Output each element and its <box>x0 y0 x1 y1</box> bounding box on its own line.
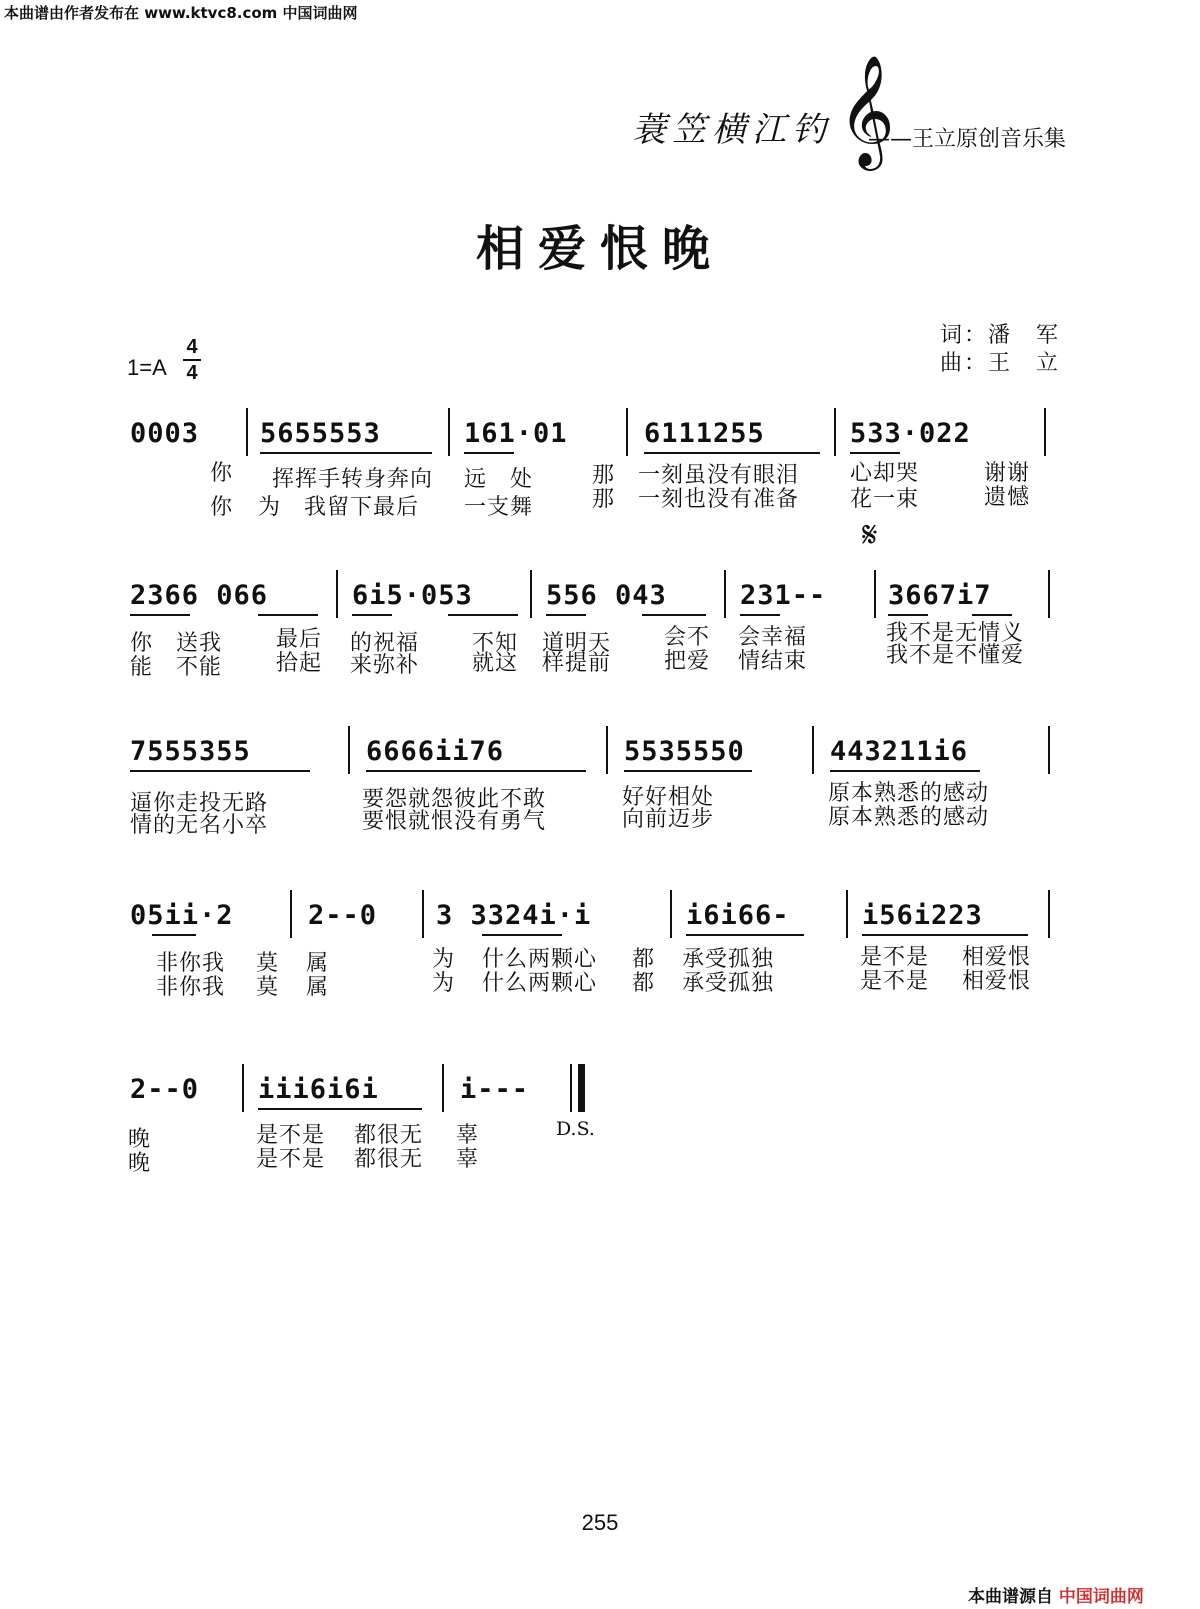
measure: i56i223 <box>862 900 983 931</box>
measure: 0003 <box>130 418 200 449</box>
lyric: 你 <box>210 461 234 486</box>
key-signature: 1=A <box>127 355 167 380</box>
lyric: 都 <box>632 971 656 996</box>
lyric: 什么两颗心 <box>482 971 598 996</box>
measure: 2366 066 <box>130 580 269 611</box>
barline <box>448 408 450 456</box>
lyric: 晚 <box>128 1151 152 1176</box>
lyric: 都 <box>632 947 656 972</box>
lyric: 会不 <box>664 625 711 650</box>
beam-underline <box>624 770 752 772</box>
measure: iii6i6i <box>258 1074 379 1105</box>
lyric: 是不是 <box>860 969 930 994</box>
lyric: 属 <box>306 951 330 976</box>
barline <box>812 726 814 774</box>
lyric: 承受孤独 <box>682 971 775 996</box>
measure: 231-- <box>740 580 827 611</box>
lyric: 非你我 <box>156 975 226 1000</box>
measure: 6666ii76 <box>366 736 505 767</box>
lyric: 是不是 <box>860 945 930 970</box>
lyric: 好好相处 <box>622 785 715 810</box>
lyric: 原本熟悉的感动 <box>828 781 990 806</box>
lyric: 是不是 <box>256 1147 326 1172</box>
beam-underline <box>686 934 804 936</box>
lyric: 都很无 <box>354 1123 424 1148</box>
lyric: 情的无名小卒 <box>130 813 269 838</box>
time-signature-top: 4 <box>186 336 198 358</box>
lyric: 远 处 <box>464 467 534 492</box>
song-title: 相爱恨晚 <box>475 221 724 277</box>
lyric: 最后 <box>276 627 323 652</box>
lyric: 一支舞 <box>464 495 534 520</box>
lyric: 那 一刻虽没有眼泪 <box>592 463 800 488</box>
lyric: 来弥补 <box>350 653 420 678</box>
beam-underline <box>642 614 706 616</box>
lyric: 莫 <box>256 951 280 976</box>
lyric: 就这 <box>472 651 519 676</box>
lyric: 莫 <box>256 975 280 1000</box>
measure: 6111255 <box>644 418 765 449</box>
lyric: 拾起 <box>276 651 323 676</box>
barline <box>246 408 248 456</box>
lyric: 你 送我 <box>130 631 223 656</box>
measure: 533·022 <box>850 418 971 449</box>
source-footer <box>968 1582 1144 1607</box>
measure: 05ii·2 <box>130 900 234 931</box>
barline <box>670 890 672 938</box>
lyric: 我不是无情义 <box>886 621 1025 646</box>
lyric: 要恨就恨没有勇气 <box>362 809 547 834</box>
measure: 6i5·053 <box>352 580 473 611</box>
barline <box>606 726 608 774</box>
beam-underline <box>352 614 392 616</box>
barline <box>1044 408 1046 456</box>
beam-underline <box>644 452 820 454</box>
lyric: 要怨就怨彼此不敢 <box>362 787 547 812</box>
lyric: 能 不能 <box>130 655 223 680</box>
lyric: 样提前 <box>542 651 612 676</box>
lyric: 为 我留下最后 <box>258 495 420 520</box>
beam-underline <box>448 614 518 616</box>
lyric: 相爱恨 <box>962 969 1032 994</box>
composer-credit: 曲：王 立 <box>940 351 1061 376</box>
lyric: 情结束 <box>738 649 808 674</box>
collection-title: 蓑笠横江钓 <box>632 110 832 150</box>
barline <box>834 408 836 456</box>
lyric: 道明天 <box>542 631 612 656</box>
final-barline-thin <box>570 1064 572 1112</box>
measure: i--- <box>460 1074 530 1105</box>
lyric: 把爱 <box>664 649 711 674</box>
final-barline-thick <box>578 1064 585 1112</box>
time-signature <box>183 336 201 384</box>
lyric: 谢谢 <box>984 461 1031 486</box>
lyric: 承受孤独 <box>682 947 775 972</box>
barline <box>724 570 726 618</box>
beam-underline <box>546 614 586 616</box>
beam-underline <box>152 934 196 936</box>
measure: 2--0 <box>130 1074 200 1105</box>
lyric: 都很无 <box>354 1147 424 1172</box>
lyricist-credit: 词：潘 军 <box>940 323 1061 348</box>
lyric: 辜 <box>456 1147 480 1172</box>
beam-underline <box>130 614 190 616</box>
barline <box>290 890 292 938</box>
lyric: 为 <box>432 971 456 996</box>
beam-underline <box>464 452 514 454</box>
measure: 5535550 <box>624 736 745 767</box>
lyric: 花一束 <box>850 487 920 512</box>
barline <box>242 1064 244 1112</box>
beam-underline <box>366 770 586 772</box>
barline <box>422 890 424 938</box>
barline <box>1048 726 1050 774</box>
lyric: 向前迈步 <box>622 807 715 832</box>
lyric: 是不是 <box>256 1123 326 1148</box>
lyric: 挥挥手转身奔向 <box>272 467 434 492</box>
measure: 556 043 <box>546 580 667 611</box>
lyric: 心却哭 <box>850 461 920 486</box>
measure: 3 3324i·i <box>436 900 592 931</box>
lyric: 你 <box>210 495 234 520</box>
beam-underline <box>862 934 1028 936</box>
measure: 443211i6 <box>830 736 969 767</box>
beam-underline <box>830 770 980 772</box>
lyric: 原本熟悉的感动 <box>828 805 990 830</box>
barline <box>874 570 876 618</box>
treble-clef-icon: 𝄞 <box>838 54 895 166</box>
top-watermark: 本曲谱由作者发布在 www.ktvc8.com 中国词曲网 <box>4 4 358 22</box>
beam-underline <box>258 1108 422 1110</box>
measure: 5655553 <box>260 418 381 449</box>
lyric: 晚 <box>128 1127 152 1152</box>
lyric: 遗憾 <box>984 485 1031 510</box>
barline <box>1048 570 1050 618</box>
dal-segno-mark: D.S. <box>556 1118 595 1140</box>
beam-underline <box>482 934 562 936</box>
measure: 161·01 <box>464 418 568 449</box>
lyric: 的祝福 <box>350 631 420 656</box>
beam-underline <box>260 452 432 454</box>
time-signature-bottom: 4 <box>186 362 198 384</box>
measure: 3667i7 <box>888 580 992 611</box>
lyric: 不知 <box>472 631 519 656</box>
barline <box>1048 890 1050 938</box>
beam-underline <box>130 770 310 772</box>
barline <box>348 726 350 774</box>
page-number: 255 <box>581 1510 619 1535</box>
source-brand[interactable]: 中国词曲网 <box>1058 1587 1144 1607</box>
lyric: 为 <box>432 947 456 972</box>
lyric: 会幸福 <box>738 625 808 650</box>
beam-underline <box>850 452 900 454</box>
barline <box>336 570 338 618</box>
barline <box>442 1064 444 1112</box>
lyric: 属 <box>306 975 330 1000</box>
measure: i6i66- <box>686 900 790 931</box>
beam-underline <box>740 614 780 616</box>
lyric: 相爱恨 <box>962 945 1032 970</box>
barline <box>626 408 628 456</box>
barline <box>846 890 848 938</box>
source-prefix: 本曲谱源自 <box>968 1587 1053 1607</box>
lyric: 我不是不懂爱 <box>886 643 1025 668</box>
lyric: 非你我 <box>156 951 226 976</box>
measure: 2--0 <box>308 900 378 931</box>
segno-icon: 𝄋 <box>862 515 878 556</box>
lyric: 那 一刻也没有准备 <box>592 487 800 512</box>
beam-underline <box>258 614 318 616</box>
measure: 7555355 <box>130 736 251 767</box>
barline <box>530 570 532 618</box>
collection-subtitle: ——王立原创音乐集 <box>868 127 1067 152</box>
lyric: 什么两颗心 <box>482 947 598 972</box>
lyric: 逼你走投无路 <box>130 791 269 816</box>
lyric: 辜 <box>456 1123 480 1148</box>
